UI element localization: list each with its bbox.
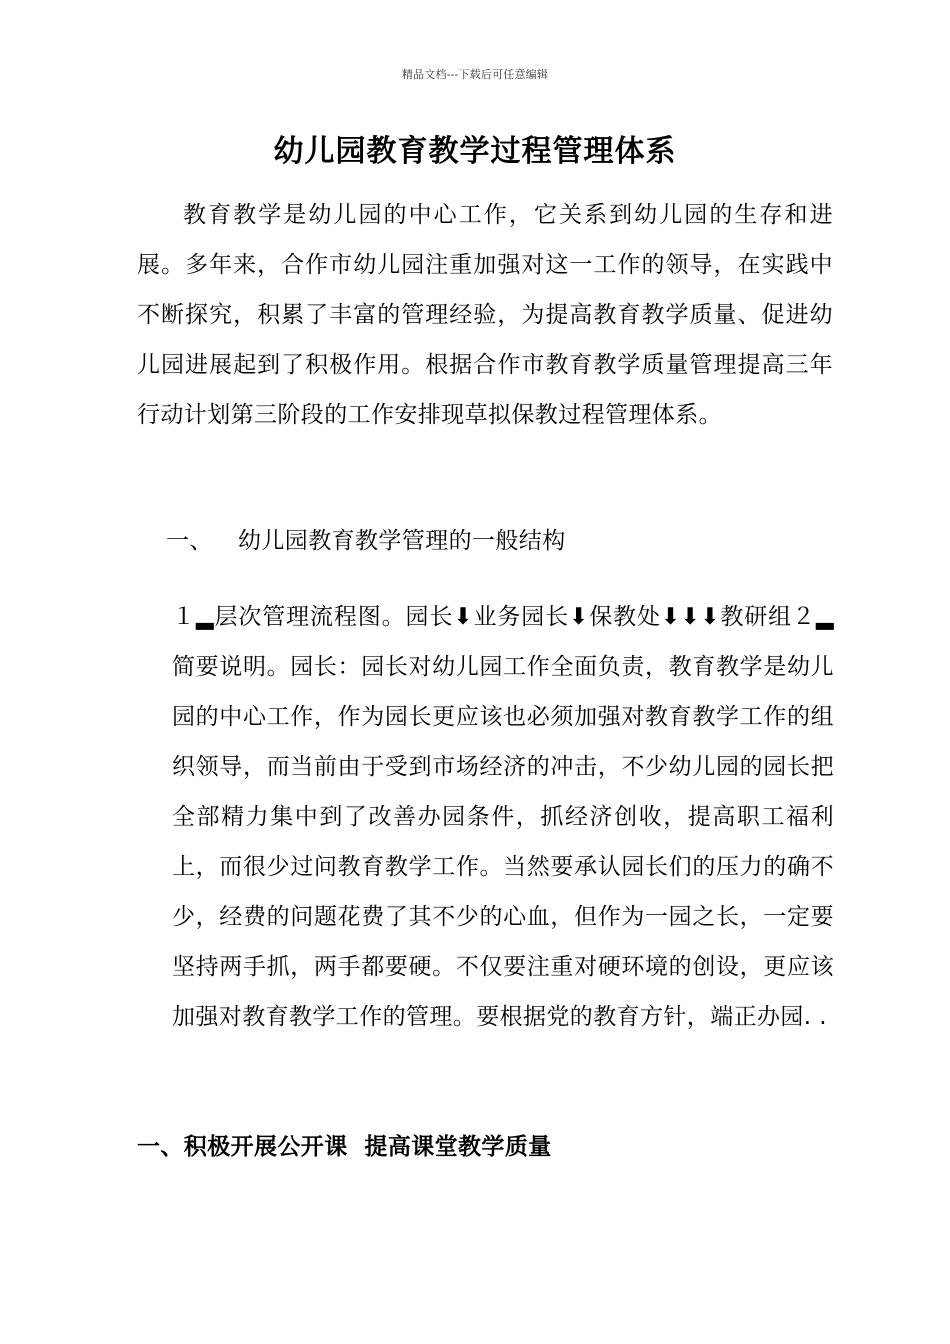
section-number: 一、 [166, 528, 213, 554]
document-title: 幼儿园教育教学过程管理体系 [273, 134, 677, 169]
section-title: 幼儿园教育教学管理的一般结构 [238, 528, 566, 554]
subsection-heading: 一、积极开展公开课 提高课堂教学质量 [137, 1134, 552, 1160]
header-note: 精品文档---下载后可任意编辑 [401, 68, 549, 81]
section-body-paragraph: １▂层次管理流程图。园长⬇业务园长⬇保教处⬇⬇⬇教研组２▂简要说明。园长：园长对幼儿园工作全面负责，教育教学是幼儿园的中心工作，作为园长更应该也必须加强对教育教学工作的组织领导，而当前由于受到市场经济的冲击，不少幼儿园的园长把全部精力集中到了改善办园条件，抓经济创收，提高职工福利上，而很少过问教育教学工作。当然要承认园长们的压力的确不少，经费的问题花费了其不少的心血，但作为一园之长，一定要坚持两手抓，两手都要硬。不仅要注重对硬环境的创设，更应该加强对教育教学工作的管理。要根据党的教育方针，端正办园. . [172, 604, 834, 1030]
intro-paragraph: 教育教学是幼儿园的中心工作，它关系到幼儿园的生存和进展。多年来，合作市幼儿园注重加强对这一工作的领导，在实践中不断探究，积累了丰富的管理经验，为提高教育教学质量、促进幼儿园进展起到了积极作用。根据合作市教育教学质量管理提高三年行动计划第三阶段的工作安排现草拟保教过程管理体系。 [137, 202, 833, 428]
section-heading [166, 522, 566, 555]
